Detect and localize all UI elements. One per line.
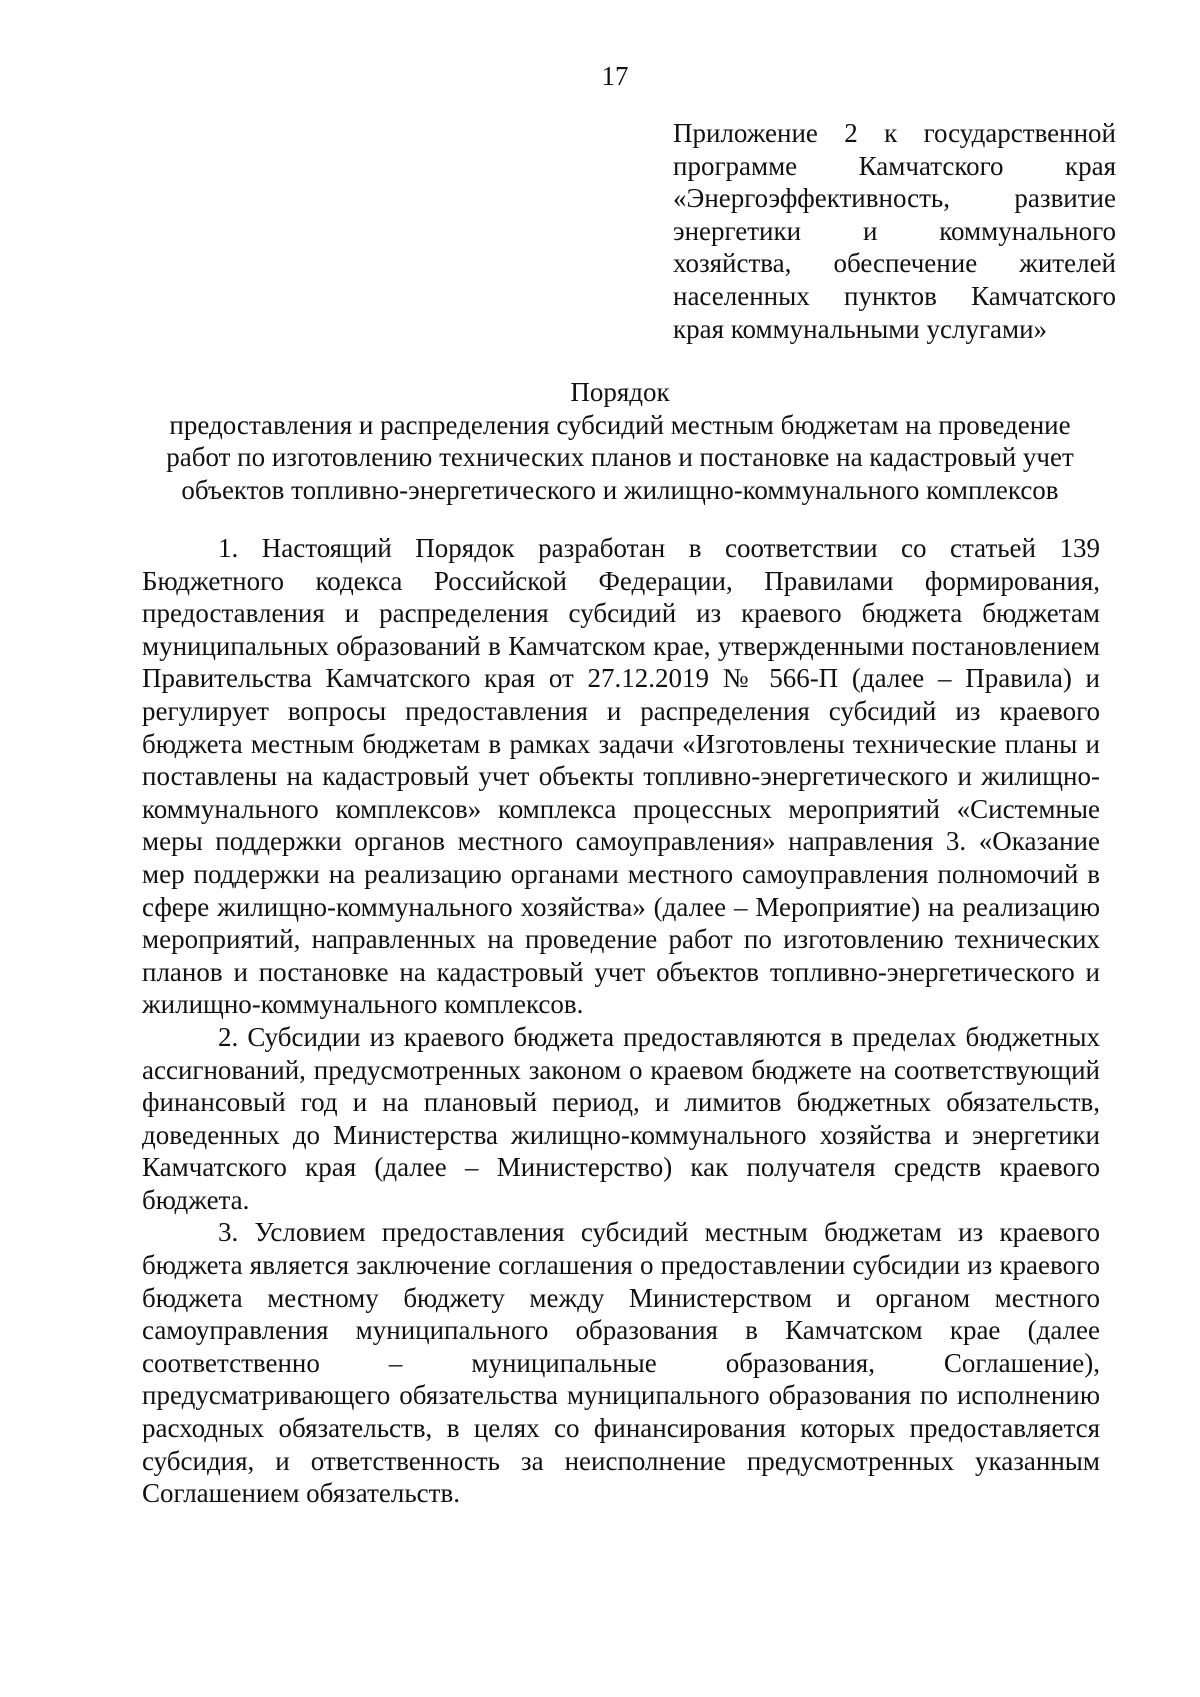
paragraph-number: 2.	[218, 1021, 239, 1052]
title-line: объектов топливно-энергетического и жилищно-коммунального комплексов	[181, 474, 1059, 505]
appendix-line: программе Камчатского края	[673, 150, 1116, 181]
paragraph-number: 3.	[218, 1217, 239, 1248]
paragraph-1	[142, 532, 1100, 1021]
paragraph-2	[142, 1021, 1100, 1217]
appendix-line: Приложение 2 к государственной	[673, 118, 1116, 148]
document-title	[140, 376, 1100, 506]
appendix-line: края коммунальными услугами»	[673, 313, 1048, 344]
appendix-line: населенных пунктов Камчатского	[673, 280, 1116, 311]
page-number: 17	[601, 61, 629, 91]
paragraph-text: Настоящий Порядок разработан в соответствии со статьей 139 Бюджетного кодекса Российской Федерации, Правилами формирования, предоставления и распределения субсидий из краевого бюджета бюджетам муниципальных образований в Камчатском крае, утвержденными постановлением Правительства Камчатского края от 27.12.2019 № 566-П (далее – Правила) и регулирует вопросы предоставления и распределения субсидий из краевого бюджета местным бюджетам в рамках задачи «Изготовлены технические планы и поставлены на кадастровый учет объекты топливно-энергетического и жилищно-коммунального комплексов» комплекса процессных мероприятий «Системные меры поддержки органов местного самоуправления» направления 3. «Оказание мер поддержки на реализацию органами местного самоуправления полномочий в сфере жилищно-коммунального хозяйства» (далее – Мероприятие) на реализацию мероприятий, направленных на проведение работ по изготовлению технических планов и постановке на кадастровый учет объектов топливно-энергетического и жилищно-коммунального комплексов.	[142, 533, 1101, 1020]
title-line: предоставления и распределения субсидий местным бюджетам на проведение	[169, 409, 1071, 440]
appendix-line: хозяйства, обеспечение жителей	[673, 248, 1116, 279]
paragraph-text: Условием предоставления субсидий местным бюджетам из краевого бюджета является заключение соглашения о предоставлении субсидии из краевого бюджета местному бюджету между Министерством и органом местного самоуправления муниципального образования в Камчатском крае (далее соответственно – муниципальные образования, Соглашение), предусматривающего обязательства муниципального образования по исполнению расходных обязательств, в целях со финансирования которых предоставляется субсидия, и ответственность за неисполнение предусмотренных указанным Соглашением обязательств.	[142, 1217, 1100, 1509]
paragraph-text: Субсидии из краевого бюджета предоставляются в пределах бюджетных ассигнований, предусмотренных законом о краевом бюджете на соответствующий финансовый год и на плановый период, и лимитов бюджетных обязательств, доведенных до Министерства жилищно-коммунального хозяйства и энергетики Камчатского края (далее – Министерство) как получателя средств краевого бюджета.	[142, 1021, 1100, 1215]
appendix-line: энергетики и коммунального	[673, 215, 1116, 246]
document-body	[142, 532, 1100, 1510]
title-line: работ по изготовлению технических планов и постановке на кадастровый учет	[166, 442, 1074, 473]
paragraph-number: 1.	[218, 533, 239, 563]
title-heading: Порядок	[570, 377, 670, 407]
appendix-caption	[673, 117, 1116, 345]
appendix-line: «Энергоэффективность, развитие	[673, 183, 1116, 214]
paragraph-3	[142, 1216, 1100, 1509]
